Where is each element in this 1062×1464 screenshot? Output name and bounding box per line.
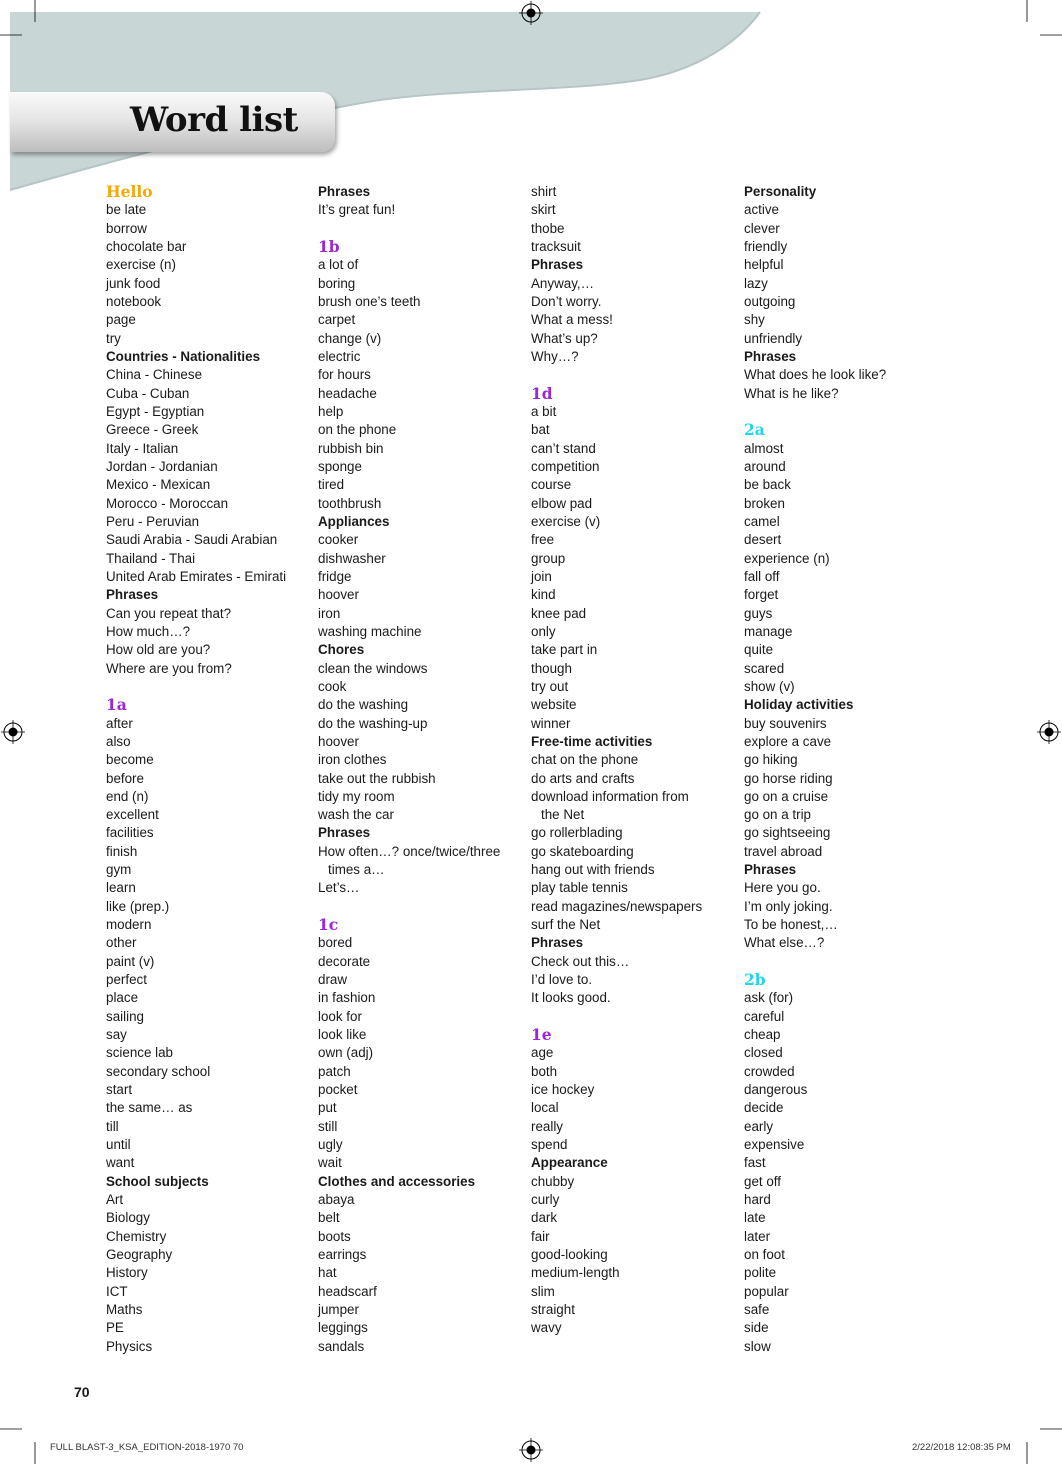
word-entry: before	[106, 770, 144, 786]
word-entry: guys	[744, 605, 773, 621]
word-entry: safe	[744, 1302, 770, 1318]
word-entry: PE	[106, 1320, 124, 1336]
word-entry: Cuba - Cuban	[106, 385, 190, 401]
word-entry: course	[531, 477, 572, 493]
word-entry: knee pad	[531, 605, 587, 621]
word-entry: rubbish bin	[318, 440, 384, 456]
word-entry: thobe	[531, 220, 565, 236]
category-heading: Personality	[744, 184, 817, 199]
word-entry: Chemistry	[106, 1228, 167, 1244]
word-entry: unfriendly	[744, 330, 803, 346]
category-heading: Appliances	[318, 513, 390, 529]
word-entry: help	[318, 403, 344, 419]
word-entry: hoover	[318, 733, 359, 749]
word-entry: jumper	[318, 1302, 359, 1318]
word-entry: be late	[106, 202, 147, 218]
word-entry: side	[744, 1320, 769, 1336]
word-entry: lazy	[744, 275, 768, 291]
word-entry: play table tennis	[531, 880, 628, 896]
word-entry: Italy - Italian	[106, 440, 179, 456]
word-entry: surf the Net	[531, 917, 601, 933]
word-entry: early	[744, 1118, 774, 1134]
word-entry: a bit	[531, 403, 557, 419]
word-entry: iron	[318, 605, 341, 621]
word-entry: ask (for)	[744, 990, 794, 1006]
section-heading: 1e	[531, 1025, 552, 1045]
word-entry: hat	[318, 1265, 337, 1281]
word-entry: perfect	[106, 972, 147, 988]
word-entry: in fashion	[318, 990, 376, 1006]
word-entry: on the phone	[318, 422, 397, 438]
word-entry: Where are you from?	[106, 660, 232, 676]
word-entry: go rollerblading	[531, 825, 623, 841]
word-entry: group	[531, 550, 566, 566]
word-entry: want	[106, 1155, 135, 1171]
word-entry: leggings	[318, 1320, 368, 1336]
word-entry: Why…?	[531, 348, 579, 364]
word-entry: chocolate bar	[106, 238, 187, 254]
word-entry: place	[106, 990, 139, 1006]
word-entry: crowded	[744, 1063, 795, 1079]
word-entry: exercise (n)	[106, 257, 176, 273]
word-entry: Let’s…	[318, 880, 360, 896]
word-entry: the same… as	[106, 1100, 193, 1116]
word-entry: become	[106, 752, 154, 768]
word-entry: website	[531, 697, 577, 713]
word-entry: also	[106, 733, 131, 749]
word-entry: take out the rubbish	[318, 770, 436, 786]
word-entry: desert	[744, 532, 782, 548]
word-entry: ugly	[318, 1137, 343, 1153]
page-number: 70	[74, 1384, 90, 1400]
word-entry: sponge	[318, 458, 362, 474]
word-entry: chat on the phone	[531, 752, 639, 768]
word-entry: wait	[318, 1155, 342, 1171]
word-entry: local	[531, 1100, 559, 1116]
word-entry: start	[106, 1082, 133, 1098]
word-entry: What else…?	[744, 935, 825, 951]
word-entry: fast	[744, 1155, 766, 1171]
word-entry: tracksuit	[531, 238, 581, 254]
word-entry: dangerous	[744, 1082, 808, 1098]
word-entry: dishwasher	[318, 550, 386, 566]
word-entry: almost	[744, 440, 784, 456]
word-entry: buy souvenirs	[744, 715, 827, 731]
word-entry: polite	[744, 1265, 777, 1281]
word-entry: decorate	[318, 953, 371, 969]
word-entry: broken	[744, 495, 785, 511]
section-heading: 1b	[318, 236, 340, 256]
category-heading: Phrases	[531, 257, 584, 273]
word-entry: It’s great fun!	[318, 202, 396, 218]
word-entry: modern	[106, 917, 152, 933]
word-entry: end (n)	[106, 788, 149, 804]
word-entry: camel	[744, 513, 780, 529]
category-heading: School subjects	[106, 1173, 209, 1189]
word-entry: straight	[531, 1302, 575, 1318]
word-entry: good-looking	[531, 1247, 608, 1263]
word-entry: say	[106, 1027, 127, 1043]
word-entry: age	[531, 1045, 554, 1061]
category-heading: Free-time activities	[531, 733, 653, 749]
section-heading: 2b	[744, 970, 766, 990]
category-heading: Phrases	[318, 184, 371, 199]
word-entry: patch	[318, 1063, 351, 1079]
word-entry: both	[531, 1063, 558, 1079]
word-entry: pocket	[318, 1082, 358, 1098]
word-entry: headscarf	[318, 1283, 377, 1299]
word-entry: go horse riding	[744, 770, 833, 786]
word-entry: belt	[318, 1210, 340, 1226]
word-entry: borrow	[106, 220, 147, 236]
word-entry: History	[106, 1265, 148, 1281]
word-entry: manage	[744, 623, 793, 639]
word-entry: for hours	[318, 367, 371, 383]
word-entry: shirt	[531, 184, 557, 199]
word-entry: What does he look like?	[744, 367, 887, 383]
word-entry: ice hockey	[531, 1082, 595, 1098]
word-entry: travel abroad	[744, 843, 823, 859]
word-entry: forget	[744, 587, 779, 603]
category-heading: Phrases	[744, 862, 797, 878]
word-entry: How old are you?	[106, 642, 211, 658]
word-entry: friendly	[744, 238, 788, 254]
word-entry: exercise (v)	[531, 513, 601, 529]
word-entry: facilities	[106, 825, 154, 841]
word-entry: scared	[744, 660, 785, 676]
word-entry: notebook	[106, 293, 162, 309]
word-entry: elbow pad	[531, 495, 593, 511]
word-entry: Check out this…	[531, 953, 630, 969]
word-entry: Egypt - Egyptian	[106, 403, 205, 419]
word-continuation: times a…	[328, 862, 385, 878]
word-entry: be back	[744, 477, 791, 493]
word-entry: go sightseeing	[744, 825, 831, 841]
word-entry: brush one’s teeth	[318, 293, 421, 309]
section-heading: 2a	[744, 420, 765, 440]
word-entry: look for	[318, 1008, 362, 1024]
word-entry: excellent	[106, 807, 159, 823]
word-entry: What’s up?	[531, 330, 598, 346]
word-entry: decide	[744, 1100, 784, 1116]
word-entry: go hiking	[744, 752, 798, 768]
word-entry: experience (n)	[744, 550, 830, 566]
word-entry: popular	[744, 1283, 789, 1299]
word-entry: Peru - Peruvian	[106, 513, 200, 529]
word-entry: try	[106, 330, 121, 346]
word-entry: slow	[744, 1338, 771, 1354]
word-entry: sandals	[318, 1338, 365, 1354]
registration-mark-top	[519, 1, 543, 25]
word-entry: earrings	[318, 1247, 367, 1263]
category-heading: Phrases	[318, 825, 371, 841]
word-entry: own (adj)	[318, 1045, 374, 1061]
word-entry: really	[531, 1118, 563, 1134]
word-entry: Mexico - Mexican	[106, 477, 211, 493]
word-entry: on foot	[744, 1247, 785, 1263]
category-heading: Holiday activities	[744, 697, 854, 713]
word-entry: toothbrush	[318, 495, 382, 511]
category-heading: Phrases	[744, 348, 797, 364]
word-entry: page	[106, 312, 136, 328]
word-entry: join	[531, 568, 552, 584]
section-heading: Hello	[106, 182, 153, 201]
word-entry: like (prep.)	[106, 898, 170, 914]
word-entry: cheap	[744, 1027, 781, 1043]
word-entry: junk food	[106, 275, 161, 291]
word-entry: abaya	[318, 1192, 355, 1208]
section-heading: 1d	[531, 383, 553, 403]
word-entry: only	[531, 623, 556, 639]
word-entry: slim	[531, 1283, 555, 1299]
word-entry: after	[106, 715, 133, 731]
word-entry: other	[106, 935, 137, 951]
word-entry: bored	[318, 935, 353, 951]
word-entry: closed	[744, 1045, 783, 1061]
word-entry: science lab	[106, 1045, 173, 1061]
word-entry: kind	[531, 587, 556, 603]
word-entry: Art	[106, 1192, 124, 1208]
word-entry: learn	[106, 880, 136, 896]
word-entry: competition	[531, 458, 600, 474]
word-entry: fair	[531, 1228, 550, 1244]
word-entry: wavy	[531, 1320, 562, 1336]
word-entry: clever	[744, 220, 780, 236]
word-entry: fridge	[318, 568, 352, 584]
word-entry: dark	[531, 1210, 558, 1226]
word-entry: boots	[318, 1228, 351, 1244]
word-entry: washing machine	[318, 623, 422, 639]
word-entry: wash the car	[318, 807, 394, 823]
word-entry: What is he like?	[744, 385, 839, 401]
word-entry: To be honest,…	[744, 917, 838, 933]
word-entry: bat	[531, 422, 550, 438]
registration-mark-bottom	[519, 1438, 543, 1462]
word-entry: winner	[531, 715, 571, 731]
word-entry: ICT	[106, 1283, 128, 1299]
category-heading: Phrases	[531, 935, 584, 951]
word-entry: take part in	[531, 642, 598, 658]
word-entry: show (v)	[744, 678, 795, 694]
word-entry: shy	[744, 312, 765, 328]
word-entry: hang out with friends	[531, 862, 655, 878]
word-entry: chubby	[531, 1173, 575, 1189]
section-heading: 1a	[106, 695, 127, 715]
word-entry: go on a trip	[744, 807, 811, 823]
word-entry: Can you repeat that?	[106, 605, 232, 621]
word-entry: What a mess!	[531, 312, 613, 328]
word-entry: quite	[744, 642, 774, 658]
word-entry: Don’t worry.	[531, 293, 602, 309]
word-entry: Biology	[106, 1210, 150, 1226]
word-entry: can’t stand	[531, 440, 596, 456]
category-heading: Phrases	[106, 587, 159, 603]
word-entry: I’d love to.	[531, 972, 593, 988]
word-entry: do the washing	[318, 697, 409, 713]
word-entry: hard	[744, 1192, 771, 1208]
word-entry: explore a cave	[744, 733, 832, 749]
word-entry: Jordan - Jordanian	[106, 458, 218, 474]
word-entry: curly	[531, 1192, 560, 1208]
category-heading: Countries - Nationalities	[106, 348, 261, 364]
page-title: Word list	[130, 100, 298, 140]
word-entry: sailing	[106, 1008, 144, 1024]
word-entry: careful	[744, 1008, 785, 1024]
word-entry: medium-length	[531, 1265, 620, 1281]
word-entry: cook	[318, 678, 347, 694]
word-continuation: the Net	[541, 807, 585, 823]
word-entry: around	[744, 458, 786, 474]
word-entry: read magazines/newspapers	[531, 898, 703, 914]
word-entry: active	[744, 202, 779, 218]
word-entry: late	[744, 1210, 766, 1226]
word-entry: fall off	[744, 568, 780, 584]
footer-timestamp: 2/22/2018 12:08:35 PM	[912, 1442, 1011, 1453]
registration-mark-left	[1, 720, 25, 744]
category-heading: Chores	[318, 642, 365, 658]
word-entry: download information from	[531, 788, 689, 804]
word-entry: Morocco - Moroccan	[106, 495, 229, 511]
word-entry: China - Chinese	[106, 367, 203, 383]
word-entry: How often…? once/twice/three	[318, 843, 501, 859]
word-entry: Geography	[106, 1247, 173, 1263]
word-entry: change (v)	[318, 330, 382, 346]
word-entry: a lot of	[318, 257, 359, 273]
footer-file-info: FULL BLAST-3_KSA_EDITION-2018-1970 70	[50, 1442, 244, 1453]
word-entry: cooker	[318, 532, 359, 548]
word-entry: free	[531, 532, 555, 548]
word-entry: put	[318, 1100, 337, 1116]
category-heading: Appearance	[531, 1155, 608, 1171]
word-entry: Physics	[106, 1338, 153, 1354]
word-entry: though	[531, 660, 572, 676]
word-entry: expensive	[744, 1137, 805, 1153]
word-entry: go skateboarding	[531, 843, 634, 859]
word-entry: helpful	[744, 257, 784, 273]
section-heading: 1c	[318, 915, 339, 935]
word-entry: electric	[318, 348, 361, 364]
word-entry: Anyway,…	[531, 275, 595, 291]
word-entry: outgoing	[744, 293, 796, 309]
word-entry: Saudi Arabia - Saudi Arabian	[106, 532, 278, 548]
word-entry: secondary school	[106, 1063, 211, 1079]
word-entry: later	[744, 1228, 771, 1244]
word-entry: clean the windows	[318, 660, 428, 676]
word-entry: tidy my room	[318, 788, 395, 804]
word-entry: go on a cruise	[744, 788, 829, 804]
word-entry: Here you go.	[744, 880, 821, 896]
word-entry: until	[106, 1137, 131, 1153]
word-entry: tired	[318, 477, 345, 493]
word-entry: United Arab Emirates - Emirati	[106, 568, 287, 584]
word-entry: look like	[318, 1027, 367, 1043]
word-entry: Greece - Greek	[106, 422, 199, 438]
word-entry: get off	[744, 1173, 781, 1189]
word-entry: spend	[531, 1137, 568, 1153]
word-entry: till	[106, 1118, 119, 1134]
word-entry: boring	[318, 275, 356, 291]
word-entry: hoover	[318, 587, 359, 603]
word-entry: How much…?	[106, 623, 191, 639]
word-entry: Thailand - Thai	[106, 550, 196, 566]
word-entry: headache	[318, 385, 377, 401]
word-entry: Maths	[106, 1302, 143, 1318]
word-entry: still	[318, 1118, 338, 1134]
word-entry: draw	[318, 972, 348, 988]
word-entry: do arts and crafts	[531, 770, 635, 786]
category-heading: Clothes and accessories	[318, 1173, 476, 1189]
word-entry: It looks good.	[531, 990, 611, 1006]
word-entry: finish	[106, 843, 138, 859]
word-entry: iron clothes	[318, 752, 387, 768]
word-entry: paint (v)	[106, 953, 155, 969]
word-entry: try out	[531, 678, 569, 694]
word-entry: carpet	[318, 312, 356, 328]
registration-mark-right	[1037, 720, 1061, 744]
word-entry: skirt	[531, 202, 556, 218]
word-entry: gym	[106, 862, 132, 878]
word-entry: I’m only joking.	[744, 898, 833, 914]
word-entry: do the washing-up	[318, 715, 428, 731]
